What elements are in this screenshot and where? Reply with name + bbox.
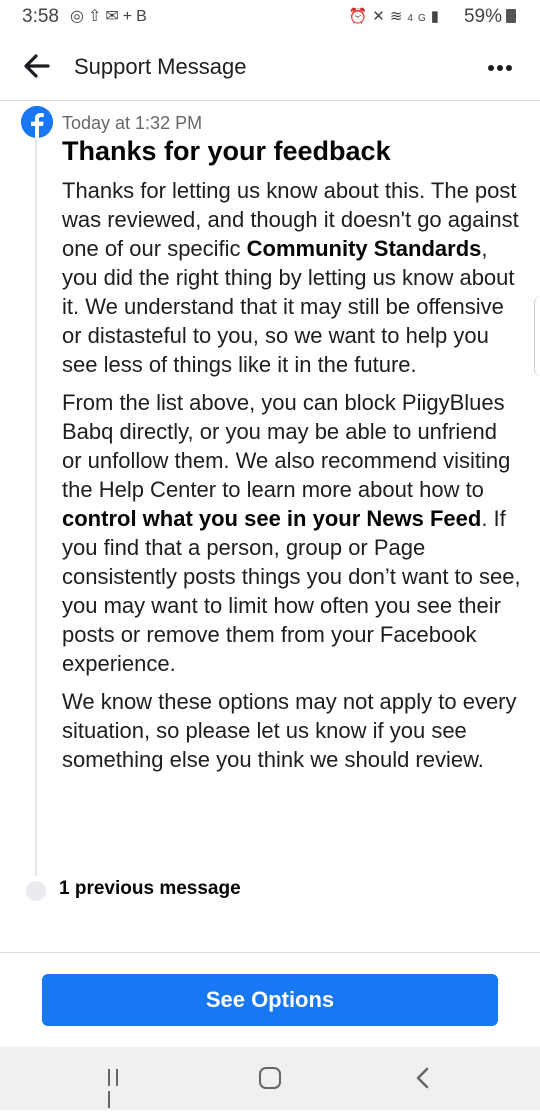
message-timestamp: Today at 1:32 PM bbox=[62, 113, 203, 133]
home-icon[interactable] bbox=[259, 1067, 281, 1089]
status-bar bbox=[0, 0, 540, 34]
see-options-button[interactable]: See Options bbox=[42, 974, 498, 1026]
upload-icon: ⇧ bbox=[87, 8, 106, 25]
status-notification-icons bbox=[70, 6, 151, 26]
status-time: 3:58 bbox=[22, 6, 59, 27]
more-dots-icon bbox=[488, 65, 494, 71]
headset-icon: ◎ bbox=[70, 8, 88, 25]
message-paragraph: From the list above, you can block PiigyBlues Babq directly, or you may be able to unfriend or unfollow them. We also recommend visiting the Help Center to learn more about how to control what you see in your News Feed. If you find that a person, group or Page consistently posts things you don’t want to see, you may want to limit how often you see their posts or remove them from your Facebook experience. bbox=[62, 390, 521, 676]
message-body bbox=[62, 176, 522, 783]
message-title: Thanks for your feedback bbox=[62, 136, 391, 166]
thread-line bbox=[35, 134, 37, 876]
mail-icon: ✉ bbox=[105, 8, 123, 25]
app-bar bbox=[0, 34, 540, 101]
alarm-icon: ⏰ bbox=[348, 8, 373, 25]
news-feed-control-link[interactable]: control what you see in your News Feed bbox=[62, 506, 482, 531]
battery-indicator bbox=[464, 6, 516, 28]
mute-icon: ✕ bbox=[372, 8, 390, 25]
signal-icon: ▮ bbox=[430, 8, 444, 25]
back-button[interactable] bbox=[22, 50, 52, 82]
previous-message-dot bbox=[26, 881, 46, 901]
community-standards-link[interactable]: Community Standards bbox=[246, 236, 482, 261]
system-nav-bar bbox=[0, 1047, 540, 1110]
recent-apps-icon[interactable] bbox=[108, 1069, 130, 1087]
wifi-icon: ≋ bbox=[389, 8, 408, 25]
battery-icon bbox=[506, 9, 516, 23]
message-paragraph: We know these options may not apply to every situation, so please let us know if you see something else you think we should review. bbox=[62, 689, 517, 772]
divider bbox=[0, 952, 540, 953]
battery-percent: 59% bbox=[463, 6, 502, 27]
plus-b-icon: +B bbox=[122, 8, 151, 25]
previous-message-link[interactable]: 1 previous message bbox=[59, 878, 241, 899]
status-system-icons bbox=[349, 7, 444, 25]
page-title: Support Message bbox=[74, 54, 247, 79]
edge-panel-handle[interactable] bbox=[534, 296, 540, 376]
facebook-logo-icon bbox=[21, 106, 53, 138]
back-icon[interactable] bbox=[412, 1065, 434, 1091]
more-options-button[interactable] bbox=[488, 58, 520, 74]
arrow-left-icon bbox=[22, 50, 52, 82]
network-label: 4G bbox=[407, 13, 431, 24]
message-paragraph: Thanks for letting us know about this. The post was reviewed, and though it doesn't go against one of our specific Community Standards, you did the right thing by letting us know about it. We understand that it may still be offensive or distasteful to you, so we want to help you see less of things like it in the future. bbox=[62, 178, 519, 377]
